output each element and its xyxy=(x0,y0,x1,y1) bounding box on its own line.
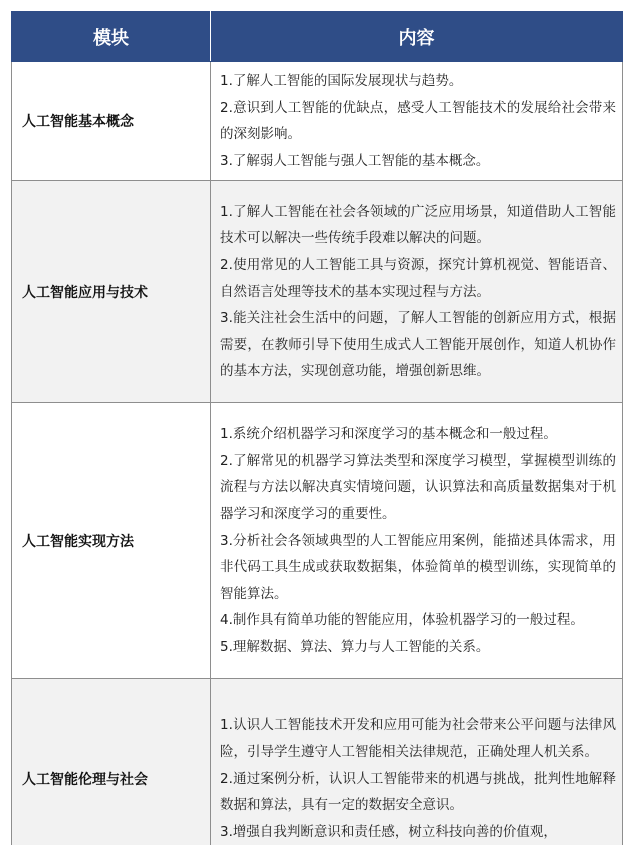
content-item: 4.制作具有简单功能的智能应用，体验机器学习的一般过程。 xyxy=(220,612,584,629)
content-item: 1.了解人工智能的国际发展现状与趋势。 xyxy=(220,73,463,89)
table-row xyxy=(12,181,623,403)
content-item: 2.通过案例分析，认识人工智能带来的机遇与挑战，批判性地解释数据和算法，具有一定的数据安全意识。 xyxy=(220,770,616,814)
header-content: 内容 xyxy=(211,12,623,62)
content-item: 2.意识到人工智能的优缺点，感受人工智能技术的发展给社会带来的深刻影响。 xyxy=(220,99,616,143)
table-row xyxy=(12,62,623,181)
content-item: 2.使用常见的人工智能工具与资源，探究计算机视觉、智能语音、自然语言处理等技术的基本实现过程与方法。 xyxy=(220,256,616,300)
content-cell xyxy=(211,62,623,181)
table-row xyxy=(12,403,623,679)
content-item: 3.增强自我判断意识和责任感，树立科技向善的价值观， xyxy=(220,823,557,840)
content-cell xyxy=(211,403,623,679)
content-item: 5.理解数据、算法、算力与人工智能的关系。 xyxy=(220,638,490,655)
content-item: 3.分析社会各领域典型的人工智能应用案例，能描述具体需求，用非代码工具生成或获取数据集，体验简单的模型训练，实现简单的智能算法。 xyxy=(220,532,616,602)
table-row xyxy=(12,679,623,845)
module-name: 人工智能实现方法 xyxy=(12,403,211,679)
curriculum-table xyxy=(11,11,623,845)
content-cell xyxy=(211,679,623,845)
content-item: 3.能关注社会生活中的问题，了解人工智能的创新应用方式，根据需要，在教师引导下使用生成式人工智能开展创作，知道人机协作的基本方法，实现创意功能，增强创新思维。 xyxy=(220,310,616,380)
table-header-row xyxy=(12,12,623,62)
module-name: 人工智能基本概念 xyxy=(12,62,211,181)
module-name: 人工智能伦理与社会 xyxy=(12,679,211,845)
content-item: 1.了解人工智能在社会各领域的广泛应用场景，知道借助人工智能技术可以解决一些传统手段难以解决的问题。 xyxy=(220,203,616,247)
header-module: 模块 xyxy=(12,12,211,62)
content-item: 1.系统介绍机器学习和深度学习的基本概念和一般过程。 xyxy=(220,426,557,443)
content-cell xyxy=(211,181,623,403)
content-item: 1.认识人工智能技术开发和应用可能为社会带来公平问题与法律风险，引导学生遵守人工智能相关法律规范，正确处理人机关系。 xyxy=(220,717,616,760)
module-name: 人工智能应用与技术 xyxy=(12,181,211,403)
content-item: 3.了解弱人工智能与强人工智能的基本概念。 xyxy=(220,152,490,169)
content-item: 2.了解常见的机器学习算法类型和深度学习模型，掌握模型训练的流程与方法以解决真实情境问题，认识算法和高质量数据集对于机器学习和深度学习的重要性。 xyxy=(220,452,616,522)
